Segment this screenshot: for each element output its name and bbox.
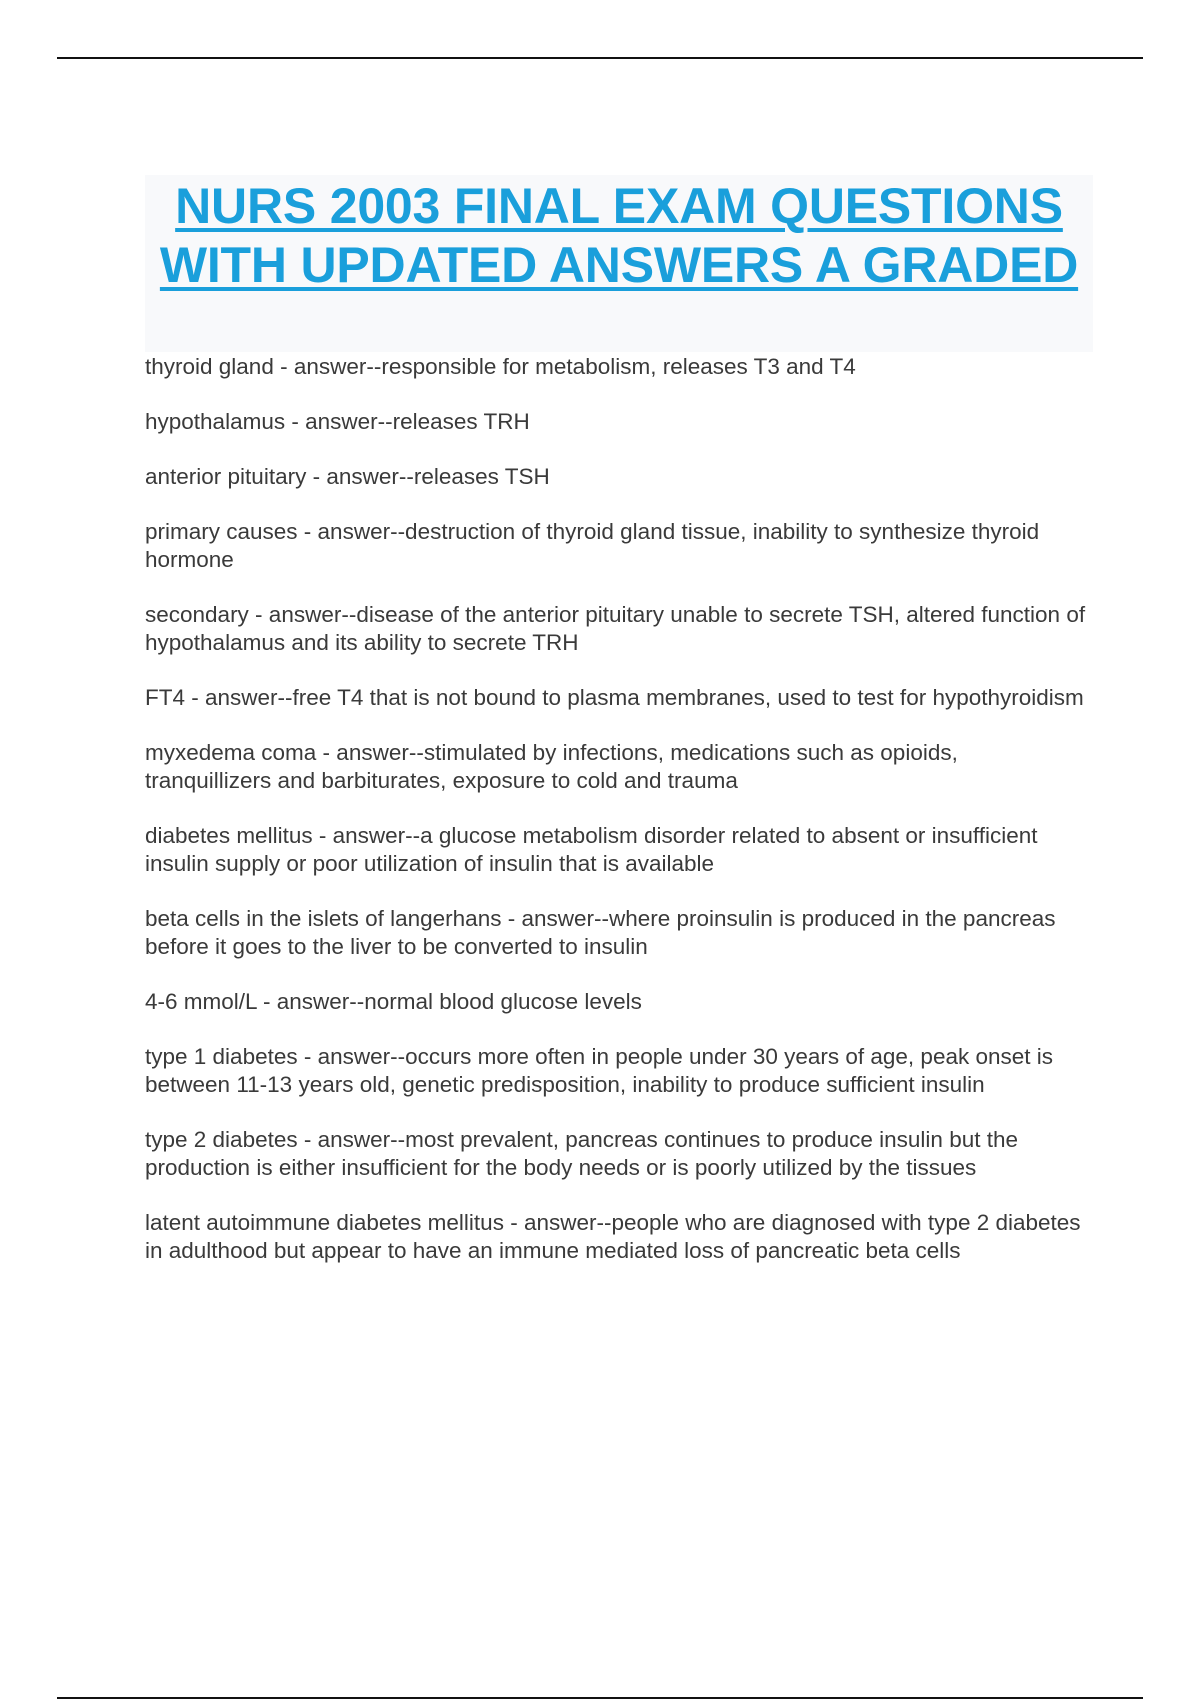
qa-entry: primary causes - answer--destruction of thyroid gland tissue, inability to synthesize thyroid hormone bbox=[145, 519, 1040, 572]
qa-entry: FT4 - answer--free T4 that is not bound to plasma membranes, used to test for hypothyroidism bbox=[145, 685, 1084, 710]
qa-entry: type 2 diabetes - answer--most prevalent, pancreas continues to produce insulin but the production is either insufficient for the body needs or is poorly utilized by the tissues bbox=[145, 1127, 1018, 1180]
qa-entry: 4-6 mmol/L - answer--normal blood glucose levels bbox=[145, 989, 642, 1014]
top-divider bbox=[57, 57, 1143, 59]
title-block bbox=[145, 175, 1093, 352]
qa-entry: beta cells in the islets of langerhans - answer--where proinsulin is produced in the pancreas before it goes to the liver to be converted to insulin bbox=[145, 906, 1056, 959]
qa-entry: thyroid gland - answer--responsible for metabolism, releases T3 and T4 bbox=[145, 354, 856, 379]
qa-entry: hypothalamus - answer--releases TRH bbox=[145, 409, 530, 434]
qa-entry: myxedema coma - answer--stimulated by infections, medications such as opioids, tranquillizers and barbiturates, exposure to cold and trauma bbox=[145, 740, 958, 793]
document-title[interactable]: NURS 2003 FINAL EXAM QUESTIONS WITH UPDATED ANSWERS A GRADED bbox=[159, 178, 1079, 293]
qa-entry: secondary - answer--disease of the anterior pituitary unable to secrete TSH, altered function of hypothalamus and its ability to secrete TRH bbox=[145, 602, 1086, 655]
qa-entry: type 1 diabetes - answer--occurs more often in people under 30 years of age, peak onset is between 11-13 years old, genetic predisposition, inability to produce sufficient insulin bbox=[145, 1044, 1054, 1097]
qa-entry: diabetes mellitus - answer--a glucose metabolism disorder related to absent or insufficient insulin supply or poor utilization of insulin that is available bbox=[145, 823, 1038, 876]
bottom-divider bbox=[57, 1697, 1143, 1699]
qa-entry: anterior pituitary - answer--releases TSH bbox=[145, 464, 550, 489]
qa-entry: latent autoimmune diabetes mellitus - answer--people who are diagnosed with type 2 diabetes in adulthood but appear to have an immune mediated loss of pancreatic beta cells bbox=[145, 1210, 1081, 1263]
qa-list bbox=[145, 353, 1090, 1292]
